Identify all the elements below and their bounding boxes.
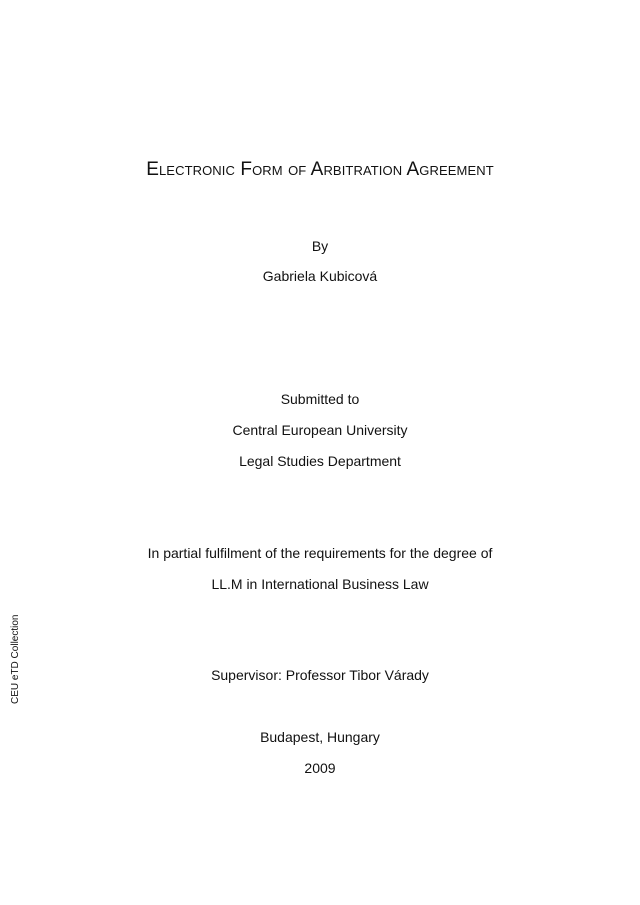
location-line: Budapest, Hungary [260, 729, 380, 745]
author-name: Gabriela Kubicová [262, 268, 378, 284]
fulfilment-statement: In partial fulfilment of the requirements for the degree of [147, 545, 493, 561]
supervisor-line: Supervisor: Professor Tibor Várady [211, 667, 429, 683]
university-name: Central European University [232, 422, 408, 438]
year-line: 2009 [304, 760, 336, 776]
department-name: Legal Studies Department [239, 453, 401, 469]
collection-watermark [9, 608, 23, 704]
submitted-to-label: Submitted to [280, 391, 360, 407]
watermark-text: CEU eTD Collection [10, 614, 21, 704]
thesis-title: Electronic Form of Arbitration Agreement [146, 159, 494, 180]
degree-name: LL.M in International Business Law [211, 576, 429, 592]
by-label: By [311, 238, 329, 254]
